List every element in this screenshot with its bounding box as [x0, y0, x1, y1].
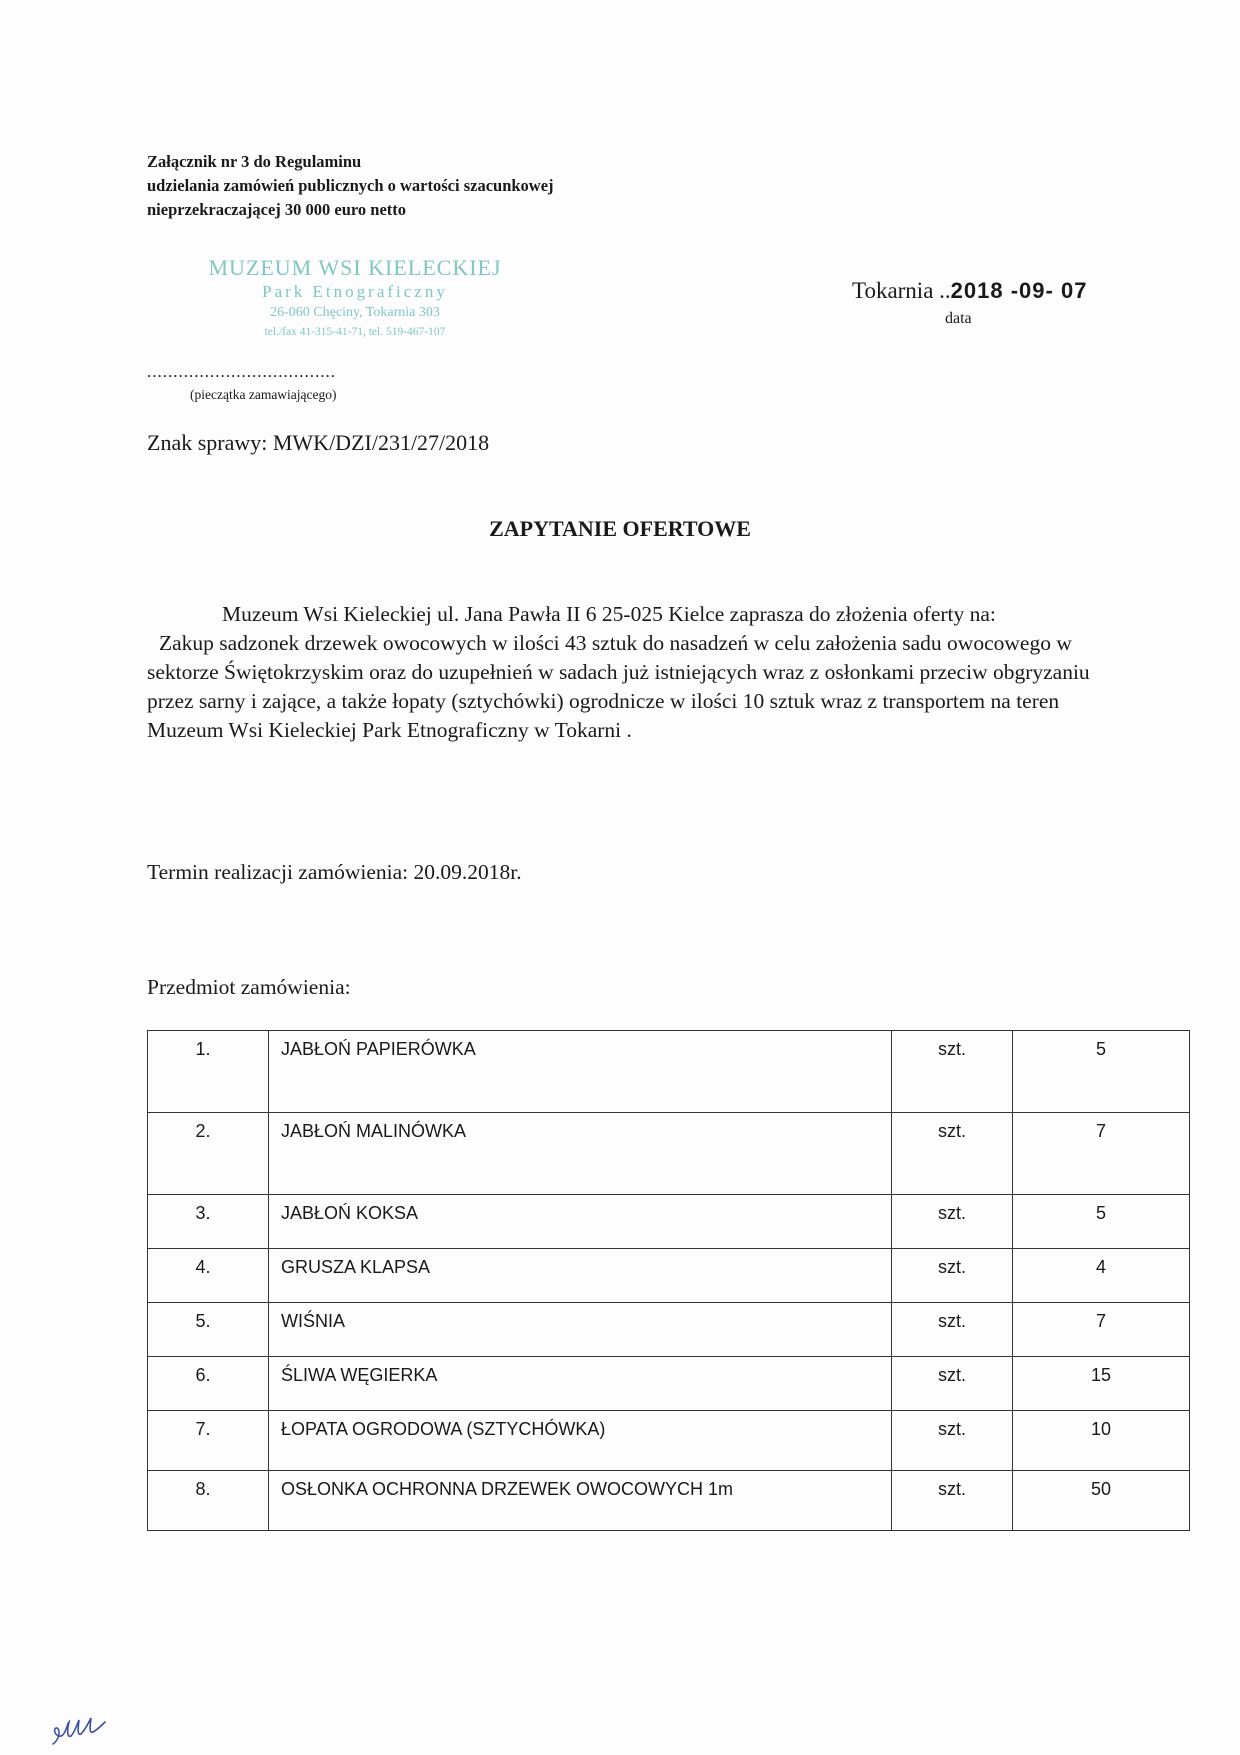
- place-label: Tokarnia ..: [852, 278, 951, 303]
- date-caption: data: [945, 310, 972, 327]
- item-name: GRUSZA KLAPSA: [269, 1249, 892, 1303]
- item-quantity: 10: [1013, 1411, 1190, 1471]
- item-name: OSŁONKA OCHRONNA DRZEWEK OWOCOWYCH 1m: [269, 1471, 892, 1531]
- date-value: 2018 -09- 07: [950, 278, 1088, 303]
- table-row: [148, 1249, 1190, 1303]
- item-number: 8.: [148, 1471, 269, 1531]
- item-name: WIŚNIA: [269, 1303, 892, 1357]
- place-date: [852, 278, 1087, 304]
- body-text: [147, 600, 1097, 745]
- stamp-line-2: Park Etnograficzny: [262, 282, 448, 301]
- intro-paragraph: Muzeum Wsi Kieleckiej ul. Jana Pawła II 6 25-025 Kielce zaprasza do złożenia oferty na:: [222, 602, 996, 626]
- items-table: [147, 1030, 1190, 1531]
- item-number: 7.: [148, 1411, 269, 1471]
- item-unit: szt.: [892, 1357, 1013, 1411]
- header-line-1: Załącznik nr 3 do Regulaminu: [147, 152, 362, 171]
- item-quantity: 15: [1013, 1357, 1190, 1411]
- item-unit: szt.: [892, 1471, 1013, 1531]
- document-header: [147, 150, 554, 222]
- stamp-line-1: MUZEUM WSI KIELECKIEJ: [208, 255, 502, 280]
- item-name: JABŁOŃ PAPIERÓWKA: [269, 1031, 892, 1113]
- item-quantity: 7: [1013, 1113, 1190, 1195]
- item-name: ŚLIWA WĘGIERKA: [269, 1357, 892, 1411]
- item-quantity: 50: [1013, 1471, 1190, 1531]
- case-number: Znak sprawy: MWK/DZI/231/27/2018: [147, 430, 490, 455]
- table-row: [148, 1411, 1190, 1471]
- table-row: [148, 1303, 1190, 1357]
- stamp-caption: (pieczątka zamawiającego): [190, 387, 337, 402]
- item-unit: szt.: [892, 1113, 1013, 1195]
- item-unit: szt.: [892, 1249, 1013, 1303]
- header-line-2: udzielania zamówień publicznych o wartości szacunkowej: [147, 176, 554, 195]
- stamp-line-3: 26-060 Chęciny, Tokarnia 303: [270, 305, 440, 320]
- table-row: [148, 1471, 1190, 1531]
- description-paragraph: Zakup sadzonek drzewek owocowych w ilości 43 sztuk do nasadzeń w celu założenia sadu owocowego w sektorze Świętokrzyskim oraz do uzupełnień w sadach już istniejących wraz z osłonkami przeciw obgryzaniu przez sarny i zające, a także łopaty (sztychówki) ogrodnicze w ilości 10 sztuk wraz z transportem na teren Muzeum Wsi Kieleckiej Park Etnograficzny w Tokarni .: [147, 631, 1090, 742]
- table-row: [148, 1195, 1190, 1249]
- document-title: ZAPYTANIE OFERTOWE: [489, 516, 751, 541]
- item-quantity: 4: [1013, 1249, 1190, 1303]
- subject-label: Przedmiot zamówienia:: [147, 975, 351, 999]
- institution-stamp: [205, 255, 505, 341]
- item-quantity: 5: [1013, 1195, 1190, 1249]
- item-number: 6.: [148, 1357, 269, 1411]
- handwritten-initials: [45, 1710, 125, 1750]
- table-row: [148, 1357, 1190, 1411]
- deadline: Termin realizacji zamówienia: 20.09.2018r.: [147, 860, 522, 884]
- header-line-3: nieprzekraczającej 30 000 euro netto: [147, 200, 407, 219]
- item-name: JABŁOŃ KOKSA: [269, 1195, 892, 1249]
- table-row: [148, 1113, 1190, 1195]
- item-number: 5.: [148, 1303, 269, 1357]
- item-number: 4.: [148, 1249, 269, 1303]
- stamp-line-4: tel./fax 41-315-41-71, tel. 519-467-107: [264, 326, 446, 338]
- item-quantity: 7: [1013, 1303, 1190, 1357]
- item-unit: szt.: [892, 1303, 1013, 1357]
- item-name: ŁOPATA OGRODOWA (SZTYCHÓWKA): [269, 1411, 892, 1471]
- item-unit: szt.: [892, 1031, 1013, 1113]
- item-name: JABŁOŃ MALINÓWKA: [269, 1113, 892, 1195]
- item-number: 1.: [148, 1031, 269, 1113]
- item-quantity: 5: [1013, 1031, 1190, 1113]
- item-unit: szt.: [892, 1195, 1013, 1249]
- item-unit: szt.: [892, 1411, 1013, 1471]
- stamp-dotted-line: ....................................: [147, 362, 336, 381]
- item-number: 2.: [148, 1113, 269, 1195]
- table-row: [148, 1031, 1190, 1113]
- item-number: 3.: [148, 1195, 269, 1249]
